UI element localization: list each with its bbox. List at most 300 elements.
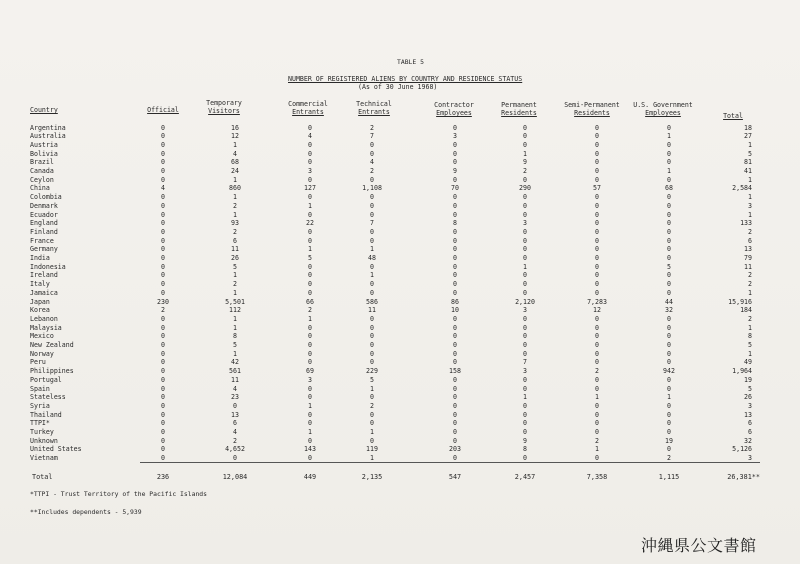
cell-total: 1 [748,288,752,297]
table-number: TABLE 5 [397,58,424,66]
cell-total: 49 [744,358,752,367]
cell-permanent: 0 [523,280,527,289]
header-total: Total [723,112,743,120]
cell-semi-permanent: 0 [595,358,599,367]
cell-technical: 0 [370,288,374,297]
cell-technical: 119 [366,445,378,454]
cell-total: 32 [744,436,752,445]
cell-permanent: 2 [523,167,527,175]
cell-commercial: 1 [308,401,312,410]
cell-official: 0 [161,428,165,436]
cell-semi-permanent: 0 [595,428,599,436]
cell-technical: 1 [370,271,374,280]
header-country: Country [30,106,58,114]
cell-permanent: 0 [523,341,527,349]
cell-us-government: 0 [667,236,671,245]
cell-contractor: 0 [453,332,457,341]
cell-semi-permanent: 0 [595,384,599,393]
cell-contractor: 0 [453,323,457,332]
cell-technical: 0 [370,210,374,219]
cell-temporary: 93 [231,219,239,228]
cell-us-government: 0 [667,149,671,158]
cell-commercial: 0 [308,210,312,219]
header-temporary: Temporary Visitors [206,99,242,115]
cell-commercial: 0 [308,123,312,132]
cell-contractor: 0 [453,454,457,463]
cell-official: 0 [161,123,165,132]
cell-total: 5 [748,149,752,158]
cell-semi-permanent: 0 [595,210,599,219]
cell-permanent: 7 [523,358,527,367]
cell-semi-permanent: 1 [595,445,599,454]
cell-us-government: 0 [667,280,671,289]
cell-semi-permanent: 0 [595,175,599,184]
cell-commercial: 3 [308,167,312,175]
cell-semi-permanent: 0 [595,167,599,175]
cell-permanent: 0 [523,332,527,341]
country-name: Austria [30,140,58,149]
total-row [0,472,800,482]
cell-technical: 0 [370,419,374,428]
cell-commercial: 0 [308,175,312,184]
country-name: Thailand [30,410,62,419]
cell-permanent: 0 [523,384,527,393]
table-row [0,358,800,367]
country-name: Philippines [30,367,74,376]
cell-temporary: 4,652 [225,445,245,454]
cell-official: 0 [161,280,165,289]
cell-total: 1 [748,193,752,202]
cell-contractor: 0 [453,341,457,349]
cell-us-government: 0 [667,401,671,410]
country-name: Korea [30,306,50,315]
cell-technical: 1 [370,245,374,254]
cell-contractor: 10 [451,306,459,315]
cell-commercial: 0 [308,323,312,332]
country-name: Peru [30,358,46,367]
cell-temporary: 26 [231,254,239,262]
cell-semi-permanent: 0 [595,245,599,254]
cell-us-government: 68 [665,184,673,193]
country-name: Bolivia [30,149,58,158]
table-row [0,341,800,350]
cell-total: 1 [748,210,752,219]
cell-temporary: 1 [233,193,237,202]
cell-commercial: 0 [308,349,312,358]
cell-semi-permanent: 2 [595,367,599,376]
country-name: United States [30,445,82,454]
cell-technical: 1 [370,454,374,463]
cell-permanent: 0 [523,201,527,210]
cell-contractor: 0 [453,384,457,393]
cell-total: 133 [740,219,752,228]
cell-temporary: 2 [233,227,237,236]
cell-permanent: 3 [523,306,527,315]
cell-semi-permanent: 0 [595,227,599,236]
cell-technical: 2 [370,123,374,132]
cell-technical: 0 [370,323,374,332]
total-official: 236 [156,473,170,481]
cell-total: 19 [744,375,752,384]
cell-temporary: 16 [231,123,239,132]
table-row [0,298,800,307]
country-name: Lebanon [30,314,58,323]
cell-official: 0 [161,314,165,323]
cell-contractor: 0 [453,410,457,419]
cell-semi-permanent: 0 [595,280,599,289]
country-name: China [30,184,50,193]
cell-commercial: 0 [308,140,312,149]
cell-contractor: 0 [453,401,457,410]
cell-official: 0 [161,227,165,236]
cell-permanent: 1 [523,393,527,402]
cell-official: 0 [161,132,165,141]
cell-commercial: 22 [306,219,314,228]
table-row [0,419,800,428]
country-name: Brazil [30,158,54,167]
cell-contractor: 0 [453,419,457,428]
total-label: Total [32,473,53,481]
cell-technical: 0 [370,201,374,210]
cell-contractor: 0 [453,149,457,158]
cell-permanent: 0 [523,132,527,141]
cell-us-government: 32 [665,306,673,315]
cell-total: 1 [748,323,752,332]
cell-contractor: 0 [453,254,457,262]
cell-semi-permanent: 0 [595,254,599,262]
cell-commercial: 1 [308,314,312,323]
table-row [0,176,800,185]
cell-permanent: 1 [523,149,527,158]
cell-semi-permanent: 0 [595,323,599,332]
table-row [0,428,800,437]
country-name: Stateless [30,393,66,402]
cell-contractor: 0 [453,245,457,254]
cell-commercial: 0 [308,436,312,445]
cell-official: 0 [161,341,165,349]
cell-official: 0 [161,393,165,402]
cell-technical: 0 [370,149,374,158]
cell-technical: 1,108 [362,184,382,193]
cell-technical: 0 [370,341,374,349]
cell-commercial: 0 [308,262,312,271]
cell-contractor: 0 [453,314,457,323]
cell-contractor: 0 [453,140,457,149]
cell-official: 0 [161,140,165,149]
cell-official: 0 [161,149,165,158]
cell-total: 6 [748,236,752,245]
total-commercial: 449 [303,473,317,481]
cell-official: 0 [161,167,165,175]
cell-technical: 0 [370,236,374,245]
cell-contractor: 0 [453,349,457,358]
cell-commercial: 0 [308,384,312,393]
cell-official: 0 [161,245,165,254]
cell-commercial: 0 [308,149,312,158]
country-name: Malaysia [30,323,62,332]
cell-permanent: 0 [523,254,527,262]
country-name: TTPI* [30,419,50,428]
cell-total: 1 [748,140,752,149]
cell-temporary: 2 [233,436,237,445]
table-row [0,202,800,211]
table-subtitle: (As of 30 June 1968) [358,83,438,91]
cell-permanent: 0 [523,454,527,463]
cell-contractor: 0 [453,436,457,445]
cell-temporary: 0 [233,454,237,463]
cell-technical: 0 [370,358,374,367]
cell-official: 0 [161,358,165,367]
cell-permanent: 0 [523,349,527,358]
footnote-dependents: **Includes dependents - 5,939 [30,508,142,516]
cell-contractor: 0 [453,428,457,436]
total-rule [140,462,760,463]
country-name: Ceylon [30,175,54,184]
cell-temporary: 1 [233,140,237,149]
cell-contractor: 3 [453,132,457,141]
table-row [0,228,800,237]
cell-us-government: 0 [667,375,671,384]
cell-commercial: 0 [308,271,312,280]
country-name: Canada [30,167,54,175]
cell-total: 6 [748,419,752,428]
cell-us-government: 0 [667,358,671,367]
cell-temporary: 12 [231,132,239,141]
cell-temporary: 860 [229,184,241,193]
table-row [0,437,800,446]
cell-semi-permanent: 0 [595,332,599,341]
cell-us-government: 0 [667,227,671,236]
cell-contractor: 0 [453,280,457,289]
country-name: Argentina [30,123,66,132]
cell-temporary: 11 [231,245,239,254]
cell-commercial: 0 [308,236,312,245]
country-name: Ireland [30,271,58,280]
cell-temporary: 2 [233,201,237,210]
cell-us-government: 0 [667,210,671,219]
cell-temporary: 1 [233,271,237,280]
cell-temporary: 6 [233,419,237,428]
country-name: Norway [30,349,54,358]
cell-total: 26 [744,393,752,402]
cell-official: 0 [161,445,165,454]
cell-contractor: 0 [453,288,457,297]
table-row [0,219,800,228]
cell-commercial: 3 [308,375,312,384]
cell-commercial: 2 [308,306,312,315]
cell-official: 0 [161,236,165,245]
cell-total: 5,126 [732,445,752,454]
cell-temporary: 1 [233,288,237,297]
cell-us-government: 0 [667,428,671,436]
header-technical: Technical Entrants [356,100,392,116]
cell-official: 0 [161,262,165,271]
cell-total: 27 [744,132,752,141]
cell-semi-permanent: 0 [595,132,599,141]
cell-official: 0 [161,410,165,419]
cell-total: 2 [748,280,752,289]
cell-commercial: 127 [304,184,316,193]
cell-temporary: 2 [233,280,237,289]
cell-official: 0 [161,323,165,332]
cell-commercial: 0 [308,454,312,463]
cell-permanent: 0 [523,288,527,297]
cell-semi-permanent: 0 [595,262,599,271]
cell-us-government: 0 [667,271,671,280]
cell-us-government: 2 [667,454,671,463]
cell-total: 2 [748,227,752,236]
cell-us-government: 0 [667,193,671,202]
total-technical: 2,135 [361,473,383,481]
cell-official: 0 [161,384,165,393]
cell-permanent: 0 [523,314,527,323]
total-temporary: 12,084 [222,473,248,481]
cell-permanent: 0 [523,428,527,436]
cell-official: 0 [161,254,165,262]
cell-official: 0 [161,367,165,376]
table-row [0,306,800,315]
cell-contractor: 0 [453,210,457,219]
cell-official: 4 [161,184,165,193]
cell-us-government: 0 [667,332,671,341]
cell-us-government: 0 [667,445,671,454]
cell-contractor: 203 [449,445,461,454]
cell-contractor: 158 [449,367,461,376]
cell-official: 0 [161,332,165,341]
cell-technical: 0 [370,436,374,445]
cell-total: 13 [744,245,752,254]
cell-us-government: 0 [667,245,671,254]
cell-official: 0 [161,436,165,445]
cell-us-government: 0 [667,384,671,393]
cell-technical: 1 [370,428,374,436]
header-permanent: Permanent Residents [501,101,537,117]
cell-temporary: 68 [231,158,239,167]
cell-temporary: 11 [231,375,239,384]
cell-contractor: 0 [453,175,457,184]
cell-us-government: 0 [667,323,671,332]
table-row [0,132,800,141]
cell-commercial: 1 [308,428,312,436]
cell-technical: 5 [370,375,374,384]
country-name: India [30,254,50,262]
cell-us-government: 0 [667,410,671,419]
cell-semi-permanent: 0 [595,219,599,228]
cell-total: 15,916 [728,297,752,306]
cell-total: 1 [748,349,752,358]
cell-permanent: 0 [523,401,527,410]
total-contractor: 547 [448,473,462,481]
cell-official: 230 [157,297,169,306]
cell-semi-permanent: 0 [595,158,599,167]
cell-temporary: 4 [233,384,237,393]
cell-us-government: 19 [665,436,673,445]
cell-total: 81 [744,158,752,167]
cell-official: 0 [161,454,165,463]
cell-commercial: 0 [308,358,312,367]
table-row [0,271,800,280]
cell-semi-permanent: 0 [595,201,599,210]
cell-technical: 48 [368,254,376,262]
cell-contractor: 0 [453,158,457,167]
cell-permanent: 0 [523,375,527,384]
cell-technical: 0 [370,140,374,149]
country-name: Australia [30,132,66,141]
country-name: Portugal [30,375,62,384]
cell-technical: 4 [370,158,374,167]
table-row [0,376,800,385]
cell-total: 11 [744,262,752,271]
header-official: Official [147,106,179,114]
table-row [0,184,800,193]
country-name: Vietnam [30,454,58,463]
cell-commercial: 66 [306,297,314,306]
cell-temporary: 1 [233,175,237,184]
cell-temporary: 8 [233,332,237,341]
cell-semi-permanent: 0 [595,193,599,202]
cell-us-government: 0 [667,201,671,210]
cell-temporary: 4 [233,428,237,436]
cell-temporary: 4 [233,149,237,158]
cell-contractor: 86 [451,297,459,306]
cell-technical: 0 [370,280,374,289]
cell-semi-permanent: 0 [595,288,599,297]
cell-us-government: 0 [667,123,671,132]
cell-permanent: 0 [523,210,527,219]
header-commercial: Commercial Entrants [288,100,328,116]
cell-technical: 0 [370,262,374,271]
cell-technical: 0 [370,410,374,419]
cell-permanent: 9 [523,436,527,445]
cell-temporary: 561 [229,367,241,376]
cell-total: 2 [748,314,752,323]
cell-commercial: 0 [308,410,312,419]
cell-contractor: 0 [453,123,457,132]
table-row [0,445,800,454]
footnote-ttpi: *TTPI - Trust Territory of the Pacific Islands [30,490,207,498]
cell-semi-permanent: 12 [593,306,601,315]
cell-official: 0 [161,419,165,428]
cell-total: 13 [744,410,752,419]
country-name: Italy [30,280,50,289]
cell-official: 0 [161,158,165,167]
cell-permanent: 3 [523,367,527,376]
cell-commercial: 0 [308,341,312,349]
cell-temporary: 5 [233,262,237,271]
cell-permanent: 0 [523,323,527,332]
cell-technical: 7 [370,219,374,228]
country-name: England [30,219,58,228]
cell-permanent: 0 [523,245,527,254]
cell-us-government: 0 [667,419,671,428]
cell-temporary: 13 [231,410,239,419]
country-name: Mexico [30,332,54,341]
country-name: Turkey [30,428,54,436]
cell-semi-permanent: 0 [595,149,599,158]
cell-commercial: 0 [308,332,312,341]
header-semi-permanent: Semi-Permanent Residents [564,101,620,117]
cell-official: 0 [161,375,165,384]
header-us-government: U.S. Government Employees [633,101,693,117]
cell-us-government: 44 [665,297,673,306]
cell-semi-permanent: 0 [595,236,599,245]
cell-commercial: 0 [308,393,312,402]
country-name: Ecuador [30,210,58,219]
cell-semi-permanent: 0 [595,410,599,419]
cell-temporary: 42 [231,358,239,367]
cell-technical: 229 [366,367,378,376]
cell-permanent: 0 [523,140,527,149]
